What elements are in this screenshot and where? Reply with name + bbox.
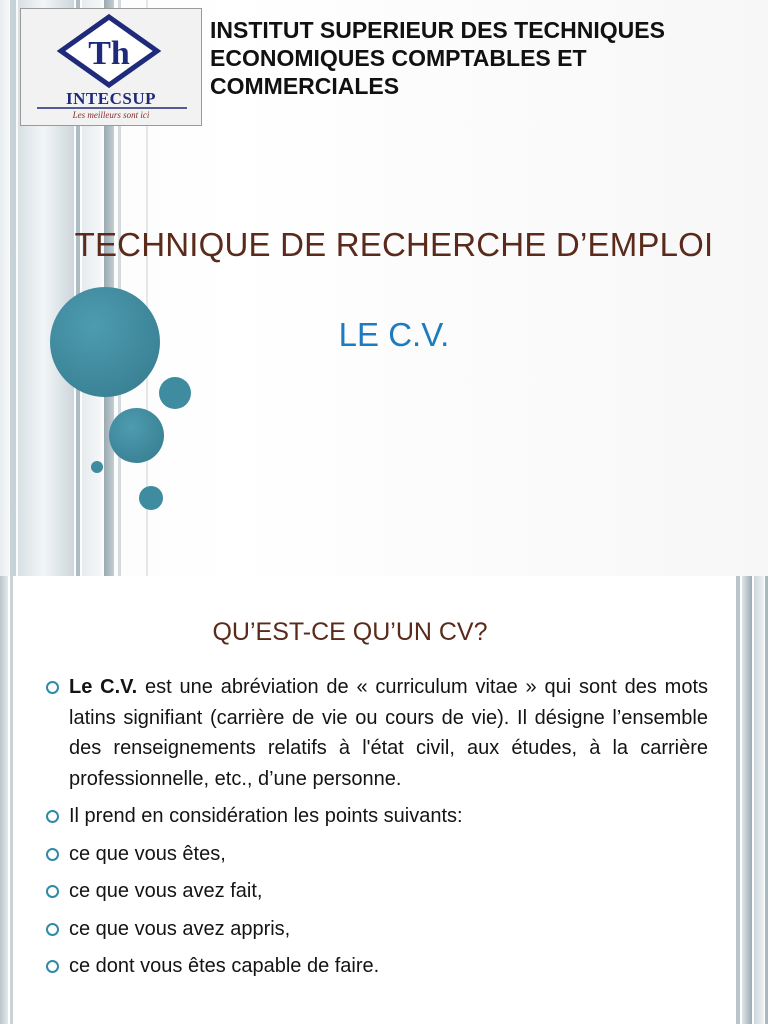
logo-motto: Les meilleurs sont ici (72, 110, 150, 120)
list-item (44, 876, 708, 907)
bullet-text: ce que vous avez fait, (69, 880, 263, 902)
institute-name-line: COMMERCIALES (210, 73, 400, 99)
list-item (44, 914, 708, 945)
list-item (44, 672, 708, 794)
bullet-text: est une abréviation de « curriculum vitae » qui sont des mots latins signifiant (carrière de vie ou cours de vie). Il désigne l’ensemble des renseignements relatifs à l'état civil, aux études, à la carrière professionnelle, etc., d’une personne. (69, 676, 709, 790)
ring-bullet-icon (46, 960, 59, 973)
decorative-circle (50, 287, 160, 397)
institute-name-line: INSTITUT SUPERIEUR DES TECHNIQUES (210, 17, 665, 43)
ring-bullet-icon (46, 848, 59, 861)
decorative-stripe (742, 576, 752, 1024)
decorative-stripe (0, 0, 10, 576)
institute-name-line: ECONOMIQUES COMPTABLES ET (210, 45, 587, 71)
bullet-text: ce que vous êtes, (69, 842, 226, 865)
list-item (44, 839, 708, 870)
bullet-bold: Le C.V. (69, 676, 138, 698)
list-item (44, 801, 708, 832)
logo-name: INTECSUP (66, 89, 156, 108)
content-slide (0, 576, 768, 1024)
list-item (44, 951, 708, 982)
ring-bullet-icon (46, 885, 59, 898)
decorative-stripe (754, 576, 764, 1024)
bullet-list (44, 672, 708, 989)
bullet-text: Il prend en considération les points suivants: (69, 805, 463, 827)
decorative-circle (109, 408, 164, 463)
logo-mark: Th (88, 35, 130, 72)
decorative-stripe (736, 576, 740, 1024)
decorative-circle (139, 486, 163, 510)
bullet-text: ce que vous avez appris, (69, 917, 291, 940)
bullet-text: ce dont vous êtes capable de faire. (69, 955, 380, 977)
decorative-stripe (10, 0, 16, 576)
slide-subtitle: LE C.V. (338, 316, 450, 353)
institute-name (210, 16, 750, 100)
institute-logo (20, 8, 202, 126)
ring-bullet-icon (46, 923, 59, 936)
decorative-circle (159, 377, 191, 409)
ring-bullet-icon (46, 810, 59, 823)
section-heading: QU’EST-CE QU’UN CV? (212, 618, 488, 646)
ring-bullet-icon (46, 681, 59, 694)
decorative-circle (91, 461, 103, 473)
slide-title: TECHNIQUE DE RECHERCHE D’EMPLOI (74, 226, 714, 263)
